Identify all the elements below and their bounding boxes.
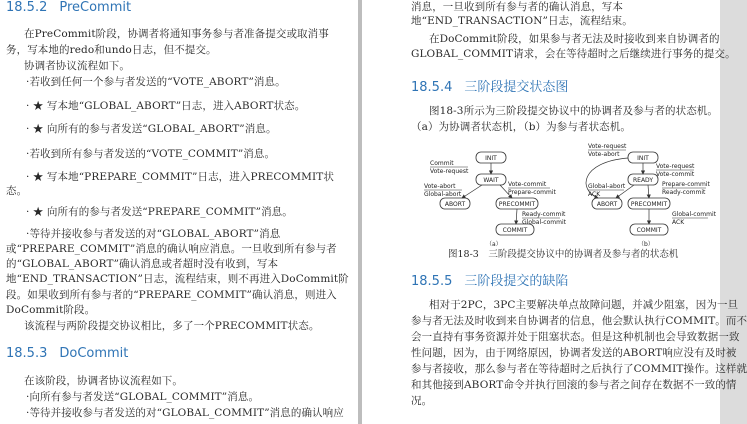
section-heading-18-5-3: 18.5.3 DoCommit — [6, 346, 129, 361]
state-machine-figure — [410, 140, 716, 258]
subfigure-label: （a） — [486, 241, 502, 248]
edge-label: Vote-abort — [588, 151, 620, 158]
state-label: INIT — [637, 155, 649, 162]
subfigure-label: （b） — [638, 241, 654, 248]
paragraph-line: 性问题，因为，由于网络原因，协调者发送的ABORT响应没有及时被 — [411, 347, 737, 359]
edge-label: Vote-request — [430, 168, 469, 175]
edge-label: Vote-commit — [656, 171, 695, 178]
bullet-line: ·等待并接收参与者发送的对“GLOBAL_ABORT”消息 — [26, 228, 281, 240]
section-heading-18-5-2: 18.5.2 PreCommit — [6, 0, 132, 15]
edge-label: Vote-abort — [424, 183, 456, 190]
state-label: COMMIT — [636, 227, 662, 234]
state-label: PRECOMMIT — [630, 201, 668, 208]
paragraph-line: 态。 — [6, 185, 28, 197]
edge-label: Vote-commit — [508, 181, 547, 188]
paragraph-line: GLOBAL_COMMIT请求，会在等待超时之后继续进行事务的提交。 — [411, 48, 736, 60]
transition-arrow — [516, 209, 517, 224]
state-label: INIT — [485, 155, 497, 162]
edge-label: ACK — [672, 219, 685, 226]
state-label: COMMIT — [502, 227, 528, 234]
paragraph-line: 相对于2PC，3PC主要解决单点故障问题，并减少阻塞，因为一旦 — [429, 299, 739, 311]
paragraph-line: 在DoCommit阶段，如果参与者无法及时接收到来自协调者的 — [429, 33, 720, 45]
state-machine-diagram — [410, 140, 716, 258]
state-label: READY — [632, 177, 654, 184]
bullet-line: ·向所有参与者发送“GLOBAL_COMMIT”消息。 — [26, 391, 260, 403]
state-label: PRECOMMIT — [498, 201, 536, 208]
transition-arrow — [648, 185, 649, 198]
right-page — [362, 0, 747, 424]
paragraph-line: 地“END_TRANSACTION”日志，流程结束。 — [411, 15, 633, 27]
state-label: WAIT — [483, 177, 499, 184]
paragraph-line: 或“PREPARE_COMMIT”消息的确认响应消息。一旦收到所有参与者 — [6, 243, 337, 255]
paragraph-line: 的“GLOBAL_ABORT”确认消息或者超时没有收到，写本 — [6, 258, 279, 270]
paragraph-line: 协调者协议流程如下。 — [24, 60, 130, 72]
edge-label: Ready-commit — [522, 211, 566, 218]
edge-label: Prepare-commit — [662, 181, 710, 188]
paragraph-line: 地“END_TRANSACTION”日志，流程结束，则不再进入DoCommit阶 — [6, 273, 349, 285]
paragraph-line: 务，写本地的redo和undo日志，但不提交。 — [6, 44, 217, 56]
section-heading-18-5-5: 18.5.5 三阶段提交的缺陷 — [411, 274, 569, 289]
section-heading-18-5-4: 18.5.4 三阶段提交状态图 — [411, 80, 569, 95]
state-label: ABORT — [444, 201, 466, 208]
bullet-line: ·若收到所有参与者发送的“VOTE_COMMIT”消息。 — [26, 148, 276, 160]
bullet-line: ·若收到任何一个参与者发送的“VOTE_ABORT”消息。 — [26, 76, 286, 88]
edge-label: Global-abort — [588, 183, 626, 190]
bullet-line: ·等待并接收参与者发送的对“GLOBAL_COMMIT”消息的确认响应 — [26, 407, 344, 419]
edge-label: Commit — [430, 160, 454, 167]
sub-bullet-line: · ★ 向所有的参与者发送“PREPARE_COMMIT”消息。 — [26, 206, 293, 218]
edge-label: Global-commit — [522, 219, 566, 226]
paragraph-line: 况。 — [411, 395, 433, 407]
paragraph-line: 该流程与两阶段提交协议相比，多了一个PRECOMMIT状态。 — [24, 320, 320, 332]
paragraph-line: 在PreCommit阶段，协调者将通知事务参与者准备提交或取消事 — [24, 28, 329, 40]
paragraph-line: 会一直持有事务资源并处于阻塞状态。但是这种机制也会导致数据一致 — [411, 331, 740, 343]
coordinator-state-machine — [424, 152, 567, 248]
sub-bullet-line: · ★ 写本地“GLOBAL_ABORT”日志，进入ABORT状态。 — [26, 100, 306, 112]
sub-bullet-line: · ★ 向所有的参与者发送“GLOBAL_ABORT”消息。 — [26, 123, 277, 135]
edge-label: Prepare-commit — [508, 189, 556, 196]
paragraph-line: 消息，一旦收到所有参与者的确认消息，写本 — [411, 1, 623, 13]
transition-arrow — [462, 185, 482, 198]
paragraph-line: DoCommit阶段。 — [6, 304, 96, 316]
edge-label: ACK — [588, 191, 601, 198]
edge-label: Ready-commit — [662, 189, 706, 196]
sub-bullet-line: · ★ 写本地“PREPARE_COMMIT”日志，进入PRECOMMIT状 — [26, 171, 334, 183]
paragraph-line: 参与者接收，那么参与者在等待超时之后执行了COMMIT操作。这样就 — [411, 363, 747, 375]
edge-label: Global-commit — [672, 211, 716, 218]
edge-label: Vote-request — [656, 163, 695, 170]
edge-label: Global-abort — [424, 191, 462, 198]
paragraph-line: 和其他接到ABORT命令并执行回滚的参与者之间存在数据不一致的情 — [411, 379, 737, 391]
paragraph-line: 段。如果收到所有参与者的“PREPARE_COMMIT”确认消息，则进入 — [6, 289, 337, 301]
participant-state-machine — [586, 143, 717, 248]
paragraph-line: 在该阶段，协调者协议流程如下。 — [24, 375, 183, 387]
paragraph-line: （a）为协调者状态机，（b）为参与者状态机。 — [411, 121, 631, 133]
paragraph-line: 参与者无法及时收到来自协调者的信息，他会默认执行COMMIT。而不 — [411, 315, 747, 327]
figure-caption: 图18-3 三阶段提交协议中的协调者及参与者的状态机 — [448, 249, 679, 260]
edge-label: Vote-request — [588, 143, 627, 150]
left-page — [0, 0, 358, 424]
state-label: ABORT — [596, 201, 618, 208]
paragraph-line: 图18-3所示为三阶段提交协议中的协调者及参与者的状态机。 — [429, 105, 718, 117]
